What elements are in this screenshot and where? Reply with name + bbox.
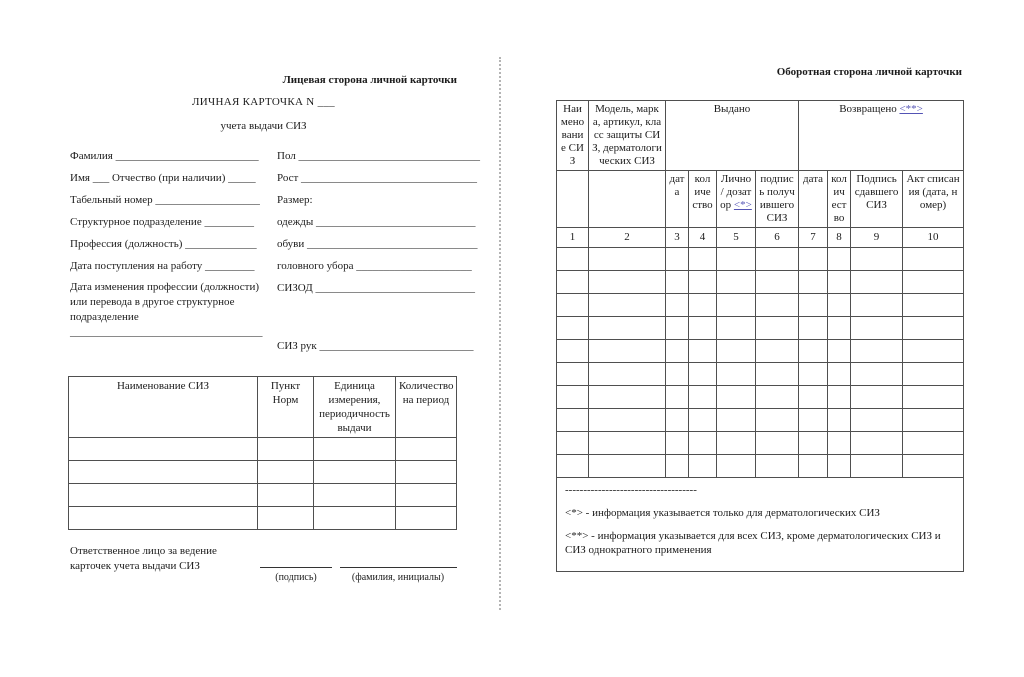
empty-cell <box>903 386 964 409</box>
empty-cell <box>903 317 964 340</box>
field-name-patronymic: Имя ___ Отчество (при наличии) _____ <box>70 172 256 184</box>
empty-cell <box>828 248 851 271</box>
empty-cell <box>666 363 689 386</box>
empty-cell <box>828 432 851 455</box>
empty-cell <box>689 294 717 317</box>
empty-cell <box>666 455 689 478</box>
empty-cell <box>314 438 396 461</box>
empty-cell <box>717 363 756 386</box>
col-model-cont <box>589 171 666 228</box>
empty-cell <box>396 438 457 461</box>
issued-group-header <box>666 101 799 171</box>
empty-cell <box>689 317 717 340</box>
empty-cell <box>689 271 717 294</box>
empty-cell <box>258 484 314 507</box>
empty-cell <box>903 248 964 271</box>
col-return-date: дата <box>799 171 828 228</box>
empty-cell <box>589 271 666 294</box>
empty-cell <box>589 248 666 271</box>
empty-cell <box>666 271 689 294</box>
norms-col-unit: Единица измерения, периодичность выдачи <box>314 377 396 438</box>
footnote-double-asterisk: <**> - информация указывается для всех СИЗ, кроме дерматологических СИЗ и СИЗ однократного применения <box>565 530 941 556</box>
empty-cell <box>799 248 828 271</box>
col-number: 4 <box>689 228 717 248</box>
empty-cell <box>589 340 666 363</box>
col-return-quantity: количество <box>828 171 851 228</box>
returned-label: Возвращено <box>839 103 897 115</box>
footnote-link-asterisk[interactable]: <*> <box>733 199 752 211</box>
empty-cell <box>666 432 689 455</box>
empty-cell <box>589 317 666 340</box>
siz-norms-table <box>68 376 457 530</box>
empty-row <box>69 507 457 530</box>
empty-cell <box>756 248 799 271</box>
col-model: Модель, марка, артикул, класс защиты СИЗ, дерматологических СИЗ <box>589 101 666 171</box>
empty-row <box>69 438 457 461</box>
empty-cell <box>717 294 756 317</box>
col-siz-name-cont <box>557 171 589 228</box>
empty-cell <box>69 438 258 461</box>
empty-cell <box>903 455 964 478</box>
empty-cell <box>666 317 689 340</box>
empty-cell <box>799 363 828 386</box>
col-number: 10 <box>903 228 964 248</box>
empty-cell <box>314 461 396 484</box>
empty-cell <box>756 317 799 340</box>
empty-cell <box>689 340 717 363</box>
empty-cell <box>258 461 314 484</box>
empty-cell <box>689 432 717 455</box>
empty-cell <box>799 409 828 432</box>
empty-cell <box>851 248 903 271</box>
field-height: Рост ________________________________ <box>277 172 478 184</box>
empty-cell <box>689 455 717 478</box>
empty-cell <box>557 432 589 455</box>
empty-cell <box>756 432 799 455</box>
signature-caption: (подпись) <box>275 572 317 583</box>
empty-cell <box>903 432 964 455</box>
empty-cell <box>717 409 756 432</box>
footnote-asterisk: <*> - информация указывается только для дерматологических СИЗ <box>565 507 880 519</box>
field-footwear-size: обуви _______________________________ <box>277 238 478 250</box>
empty-cell <box>557 455 589 478</box>
col-number: 8 <box>828 228 851 248</box>
norms-table-body <box>69 438 457 530</box>
empty-cell <box>756 294 799 317</box>
empty-cell <box>689 409 717 432</box>
empty-cell <box>666 294 689 317</box>
field-hand-siz-size: СИЗ рук ____________________________ <box>277 340 474 352</box>
empty-cell <box>828 363 851 386</box>
field-department: Структурное подразделение _________ <box>70 216 254 228</box>
empty-cell <box>396 484 457 507</box>
empty-cell <box>689 363 717 386</box>
empty-cell <box>557 363 589 386</box>
empty-cell <box>557 294 589 317</box>
empty-cell <box>828 317 851 340</box>
empty-cell <box>717 340 756 363</box>
field-size-label: Размер: <box>277 194 313 206</box>
norms-col-item: Пункт Норм <box>258 377 314 438</box>
empty-cell <box>717 317 756 340</box>
empty-cell <box>756 363 799 386</box>
empty-cell <box>756 271 799 294</box>
returned-group-header <box>799 101 964 171</box>
issue-return-table-body <box>557 248 964 478</box>
empty-cell <box>589 455 666 478</box>
field-personnel-number: Табельный номер ___________________ <box>70 194 260 206</box>
empty-cell <box>756 386 799 409</box>
empty-row <box>557 248 964 271</box>
card-subtitle: учета выдачи СИЗ <box>220 120 307 132</box>
norms-col-name: Наименование СИЗ <box>69 377 258 438</box>
empty-cell <box>589 363 666 386</box>
empty-cell <box>689 386 717 409</box>
empty-cell <box>851 363 903 386</box>
col-siz-name: Наименование СИЗ <box>557 101 589 171</box>
col-issue-date: дата <box>666 171 689 228</box>
signature-line <box>260 553 332 568</box>
page-divider <box>499 57 501 610</box>
col-number: 7 <box>799 228 828 248</box>
col-number: 2 <box>589 228 666 248</box>
field-employment-date: Дата поступления на работу _________ <box>70 260 255 272</box>
empty-cell <box>799 432 828 455</box>
empty-cell <box>666 248 689 271</box>
empty-cell <box>851 455 903 478</box>
empty-row <box>557 363 964 386</box>
empty-cell <box>903 409 964 432</box>
column-number-row <box>557 228 964 248</box>
col-writeoff-act: Акт списания (дата, номер) <box>903 171 964 228</box>
empty-cell <box>851 340 903 363</box>
empty-cell <box>799 386 828 409</box>
empty-cell <box>258 438 314 461</box>
group-header-row <box>557 101 964 171</box>
empty-cell <box>666 386 689 409</box>
empty-cell <box>69 461 258 484</box>
field-sizod-size: СИЗОД _____________________________ <box>277 282 475 294</box>
empty-cell <box>396 507 457 530</box>
empty-cell <box>756 340 799 363</box>
empty-cell <box>756 455 799 478</box>
empty-cell <box>557 317 589 340</box>
responsible-person-label: Ответственное лицо за ведение карточек учета выдачи СИЗ <box>70 545 217 572</box>
empty-cell <box>396 461 457 484</box>
card-title: ЛИЧНАЯ КАРТОЧКА N ___ <box>192 96 335 108</box>
col-number: 9 <box>851 228 903 248</box>
empty-row <box>69 461 457 484</box>
footnote-link-double-asterisk[interactable]: <**> <box>899 103 923 115</box>
empty-cell <box>799 294 828 317</box>
empty-row <box>557 271 964 294</box>
empty-cell <box>851 409 903 432</box>
empty-row <box>557 294 964 317</box>
empty-cell <box>828 271 851 294</box>
empty-cell <box>717 271 756 294</box>
empty-cell <box>314 484 396 507</box>
empty-cell <box>258 507 314 530</box>
col-number: 3 <box>666 228 689 248</box>
empty-cell <box>666 409 689 432</box>
front-page-label: Лицевая сторона личной карточки <box>282 74 457 86</box>
norms-header-row <box>69 377 457 438</box>
field-surname: Фамилия __________________________ <box>70 150 259 162</box>
empty-cell <box>589 409 666 432</box>
col-personal-dispenser <box>717 171 756 228</box>
empty-cell <box>557 340 589 363</box>
personal-dispenser-label: Лично / дозатор <box>720 173 752 211</box>
col-returner-signature: Подпись сдавшего СИЗ <box>851 171 903 228</box>
field-headgear-size: головного убора _____________________ <box>277 260 472 272</box>
empty-cell <box>557 248 589 271</box>
field-profession-change: Дата изменения профессии (должности) или перевода в другое структурное подразделение <box>70 281 260 323</box>
empty-cell <box>689 248 717 271</box>
empty-cell <box>589 386 666 409</box>
empty-cell <box>799 271 828 294</box>
empty-cell <box>851 271 903 294</box>
empty-cell <box>69 507 258 530</box>
col-number: 6 <box>756 228 799 248</box>
col-receiver-signature: подпись получившего СИЗ <box>756 171 799 228</box>
empty-row <box>557 432 964 455</box>
empty-row <box>557 455 964 478</box>
empty-row <box>557 340 964 363</box>
empty-cell <box>717 432 756 455</box>
empty-cell <box>314 507 396 530</box>
empty-cell <box>557 386 589 409</box>
empty-cell <box>799 317 828 340</box>
empty-cell <box>589 432 666 455</box>
empty-cell <box>799 340 828 363</box>
footnote-separator: ------------------------------------ <box>565 484 697 496</box>
empty-row <box>69 484 457 507</box>
empty-cell <box>903 271 964 294</box>
back-page-label: Оборотная сторона личной карточки <box>776 66 962 78</box>
col-number: 5 <box>717 228 756 248</box>
empty-cell <box>828 409 851 432</box>
name-caption: (фамилия, инициалы) <box>351 572 445 583</box>
empty-cell <box>69 484 258 507</box>
footnotes-row <box>557 478 964 572</box>
field-sex: Пол _________________________________ <box>277 150 481 162</box>
empty-cell <box>851 294 903 317</box>
empty-cell <box>717 386 756 409</box>
empty-cell <box>666 340 689 363</box>
empty-cell <box>828 294 851 317</box>
empty-cell <box>717 248 756 271</box>
issued-label: Выдано <box>713 103 751 115</box>
col-number: 1 <box>557 228 589 248</box>
empty-cell <box>828 340 851 363</box>
empty-cell <box>903 340 964 363</box>
empty-cell <box>799 455 828 478</box>
empty-cell <box>903 294 964 317</box>
footnotes-cell <box>557 478 964 572</box>
empty-cell <box>589 294 666 317</box>
empty-cell <box>851 432 903 455</box>
field-clothing-size: одежды _____________________________ <box>277 216 476 228</box>
sub-header-row <box>557 171 964 228</box>
norms-col-quantity: Количество на период <box>396 377 457 438</box>
empty-cell <box>851 386 903 409</box>
empty-row <box>557 409 964 432</box>
name-line <box>340 553 457 568</box>
empty-cell <box>557 409 589 432</box>
field-profession: Профессия (должность) _____________ <box>70 238 257 250</box>
empty-cell <box>851 317 903 340</box>
empty-cell <box>557 271 589 294</box>
empty-cell <box>717 455 756 478</box>
empty-cell <box>903 363 964 386</box>
field-profession-change-line: ___________________________________ <box>70 326 263 338</box>
empty-row <box>557 317 964 340</box>
empty-row <box>557 386 964 409</box>
empty-cell <box>756 409 799 432</box>
issue-return-table <box>556 100 964 572</box>
empty-cell <box>828 386 851 409</box>
col-issue-quantity: количество <box>689 171 717 228</box>
empty-cell <box>828 455 851 478</box>
